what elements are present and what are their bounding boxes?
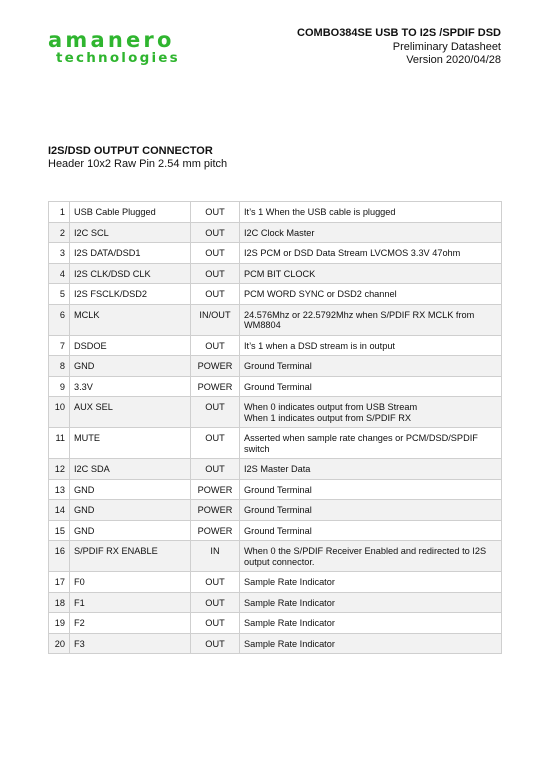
direction-text: OUT	[205, 402, 225, 412]
direction-cell	[191, 572, 240, 593]
direction-cell	[191, 304, 240, 335]
signal-name-cell	[70, 304, 191, 335]
signal-name-text: AUX SEL	[74, 402, 113, 412]
direction-text: POWER	[197, 381, 233, 392]
table-row	[49, 335, 502, 356]
pinout-table	[48, 201, 502, 654]
pin-number-cell	[49, 284, 70, 305]
pin-number-cell	[49, 243, 70, 264]
direction-text: OUT	[205, 340, 225, 351]
pin-number-text: 3	[59, 248, 65, 258]
table-row	[49, 428, 502, 459]
pin-number-cell	[49, 592, 70, 613]
signal-name-text: F1	[74, 597, 85, 608]
direction-cell	[191, 633, 240, 654]
direction-cell	[191, 428, 240, 459]
signal-name-text: I2C SCL	[74, 227, 109, 238]
direction-text: OUT	[205, 207, 225, 217]
logo-tagline: technologies	[56, 50, 180, 66]
description-cell	[240, 304, 502, 335]
pin-number-text: 20	[54, 638, 65, 649]
direction-text: POWER	[197, 361, 233, 371]
signal-name-cell	[70, 613, 191, 634]
pin-number-cell	[49, 500, 70, 521]
signal-name-text: F0	[74, 577, 85, 587]
signal-name-text: 3.3V	[74, 381, 93, 392]
pin-number-text: 11	[55, 433, 65, 443]
description-cell	[240, 335, 502, 356]
signal-name-text: S/PDIF RX ENABLE	[74, 546, 158, 556]
direction-text: OUT	[205, 464, 225, 474]
pin-number-cell	[49, 479, 70, 500]
pin-number-cell	[49, 633, 70, 654]
signal-name-text: I2S DATA/DSD1	[74, 248, 141, 258]
signal-name-text: I2S FSCLK/DSD2	[74, 289, 148, 299]
description-text: PCM BIT CLOCK	[244, 268, 316, 279]
table-row	[49, 541, 502, 572]
description-cell	[240, 263, 502, 284]
signal-name-cell	[70, 397, 191, 428]
description-text: Asserted when sample rate changes or PCM/DSD/SPDIF switch	[244, 433, 478, 454]
pin-number-cell	[49, 222, 70, 243]
description-cell	[240, 428, 502, 459]
direction-text: POWER	[197, 505, 233, 515]
description-text: When 0 indicates output from USB Stream	[244, 402, 418, 412]
direction-text: IN	[210, 546, 220, 556]
direction-text: OUT	[205, 433, 225, 443]
signal-name-text: USB Cable Plugged	[74, 207, 156, 217]
description-cell	[240, 459, 502, 480]
direction-cell	[191, 284, 240, 305]
table-row	[49, 202, 502, 223]
description-text-line2: When 1 indicates output from S/PDIF RX	[244, 412, 411, 423]
description-cell	[240, 376, 502, 397]
company-logo	[48, 30, 180, 66]
signal-name-text: F3	[74, 638, 85, 649]
signal-name-text: MUTE	[74, 433, 101, 443]
table-row	[49, 459, 502, 480]
description-text: Sample Rate Indicator	[244, 577, 335, 587]
table-row	[49, 520, 502, 541]
description-text: Sample Rate Indicator	[244, 597, 335, 608]
signal-name-cell	[70, 479, 191, 500]
direction-cell	[191, 397, 240, 428]
pin-number-text: 8	[59, 361, 65, 371]
signal-name-text: GND	[74, 484, 95, 495]
direction-cell	[191, 243, 240, 264]
direction-cell	[191, 202, 240, 223]
signal-name-text: I2S CLK/DSD CLK	[74, 268, 151, 279]
direction-cell	[191, 520, 240, 541]
signal-name-cell	[70, 500, 191, 521]
description-cell	[240, 202, 502, 223]
direction-cell	[191, 335, 240, 356]
table-row	[49, 263, 502, 284]
direction-text: OUT	[205, 638, 225, 649]
signal-name-text: GND	[74, 525, 95, 536]
pin-number-text: 13	[54, 484, 65, 495]
pin-number-cell	[49, 376, 70, 397]
direction-text: OUT	[205, 227, 225, 238]
description-cell	[240, 222, 502, 243]
direction-cell	[191, 500, 240, 521]
description-text: Sample Rate Indicator	[244, 638, 335, 649]
pin-number-text: 4	[59, 268, 65, 279]
direction-text: OUT	[205, 577, 225, 587]
table-row	[49, 572, 502, 593]
table-row	[49, 397, 502, 428]
pin-number-text: 7	[59, 340, 65, 351]
signal-name-cell	[70, 263, 191, 284]
direction-cell	[191, 541, 240, 572]
signal-name-cell	[70, 335, 191, 356]
description-cell	[240, 356, 502, 377]
signal-name-cell	[70, 459, 191, 480]
pin-number-text: 12	[54, 464, 65, 474]
description-text: It’s 1 When the USB cable is plugged	[244, 207, 396, 217]
description-cell	[240, 572, 502, 593]
direction-cell	[191, 263, 240, 284]
table-row	[49, 613, 502, 634]
signal-name-text: I2C SDA	[74, 464, 110, 474]
pin-number-text: 17	[54, 577, 65, 587]
document-subtitle: Preliminary Datasheet	[392, 40, 501, 53]
direction-cell	[191, 592, 240, 613]
description-text: 24.576Mhz or 22.5792Mhz when S/PDIF RX MCLK from WM8804	[244, 309, 475, 330]
table-row	[49, 284, 502, 305]
direction-text: OUT	[205, 248, 225, 258]
document-version: Version 2020/04/28	[406, 54, 501, 66]
direction-text: OUT	[205, 597, 225, 608]
description-text: Ground Terminal	[244, 484, 312, 495]
description-text: Ground Terminal	[244, 381, 312, 392]
description-cell	[240, 541, 502, 572]
signal-name-cell	[70, 633, 191, 654]
table-row	[49, 376, 502, 397]
signal-name-text: F2	[74, 618, 85, 628]
description-cell	[240, 613, 502, 634]
logo-wordmark: amanero	[48, 28, 175, 52]
description-cell	[240, 633, 502, 654]
pin-number-cell	[49, 397, 70, 428]
table-row	[49, 479, 502, 500]
pin-number-text: 16	[54, 546, 65, 556]
pin-number-text: 15	[54, 525, 65, 536]
pin-number-cell	[49, 613, 70, 634]
description-text: I2S PCM or DSD Data Stream LVCMOS 3.3V 47ohm	[244, 248, 461, 258]
signal-name-text: GND	[74, 361, 95, 371]
pin-number-cell	[49, 263, 70, 284]
description-text: I2S Master Data	[244, 464, 311, 474]
table-row	[49, 592, 502, 613]
signal-name-text: MCLK	[74, 309, 100, 320]
table-row	[49, 633, 502, 654]
section-title: I2S/DSD OUTPUT CONNECTOR	[48, 145, 213, 157]
direction-text: OUT	[205, 268, 225, 279]
signal-name-cell	[70, 222, 191, 243]
signal-name-text: DSDOE	[74, 340, 107, 351]
description-cell	[240, 479, 502, 500]
pin-number-text: 10	[54, 402, 65, 412]
pin-number-text: 2	[59, 227, 65, 238]
description-text: Ground Terminal	[244, 505, 312, 515]
direction-cell	[191, 376, 240, 397]
description-text: PCM WORD SYNC or DSD2 channel	[244, 289, 397, 299]
description-cell	[240, 397, 502, 428]
table-row	[49, 500, 502, 521]
direction-cell	[191, 222, 240, 243]
signal-name-cell	[70, 592, 191, 613]
direction-text: IN/OUT	[199, 309, 231, 320]
direction-text: POWER	[197, 484, 233, 495]
signal-name-cell	[70, 202, 191, 223]
section-subtitle: Header 10x2 Raw Pin 2.54 mm pitch	[48, 157, 228, 170]
pin-number-cell	[49, 304, 70, 335]
pin-number-text: 14	[54, 505, 65, 515]
signal-name-cell	[70, 520, 191, 541]
description-text: I2C Clock Master	[244, 227, 315, 238]
signal-name-cell	[70, 376, 191, 397]
signal-name-cell	[70, 356, 191, 377]
pin-number-cell	[49, 202, 70, 223]
pin-number-cell	[49, 335, 70, 356]
signal-name-cell	[70, 572, 191, 593]
pin-number-cell	[49, 428, 70, 459]
pin-number-cell	[49, 520, 70, 541]
table-row	[49, 304, 502, 335]
signal-name-cell	[70, 541, 191, 572]
pin-number-cell	[49, 356, 70, 377]
signal-name-cell	[70, 284, 191, 305]
description-text: Ground Terminal	[244, 361, 312, 371]
description-cell	[240, 500, 502, 521]
direction-text: OUT	[205, 289, 225, 299]
direction-cell	[191, 356, 240, 377]
signal-name-text: GND	[74, 505, 95, 515]
description-text: Sample Rate Indicator	[244, 618, 335, 628]
pin-number-text: 18	[54, 597, 65, 608]
section-heading	[48, 145, 227, 170]
pin-number-text: 6	[59, 309, 65, 320]
direction-text: POWER	[197, 525, 233, 536]
table-row	[49, 222, 502, 243]
description-cell	[240, 284, 502, 305]
description-text: It’s 1 when a DSD stream is in output	[244, 340, 395, 351]
description-cell	[240, 592, 502, 613]
document-title: COMBO384SE USB TO I2S /SPDIF DSD	[297, 27, 501, 39]
pin-number-cell	[49, 572, 70, 593]
description-cell	[240, 243, 502, 264]
table-row	[49, 243, 502, 264]
description-text: Ground Terminal	[244, 525, 312, 536]
document-header	[297, 27, 501, 68]
pin-number-cell	[49, 459, 70, 480]
pin-number-text: 1	[59, 207, 65, 217]
pin-number-cell	[49, 541, 70, 572]
direction-cell	[191, 459, 240, 480]
pinout-table-body	[49, 202, 502, 654]
signal-name-cell	[70, 243, 191, 264]
pin-number-text: 5	[59, 289, 65, 299]
direction-cell	[191, 479, 240, 500]
direction-text: OUT	[205, 618, 225, 628]
description-text: When 0 the S/PDIF Receiver Enabled and redirected to I2S output connector.	[244, 546, 487, 567]
signal-name-cell	[70, 428, 191, 459]
description-cell	[240, 520, 502, 541]
direction-cell	[191, 613, 240, 634]
table-row	[49, 356, 502, 377]
pin-number-text: 9	[59, 381, 65, 392]
pin-number-text: 19	[54, 618, 65, 628]
